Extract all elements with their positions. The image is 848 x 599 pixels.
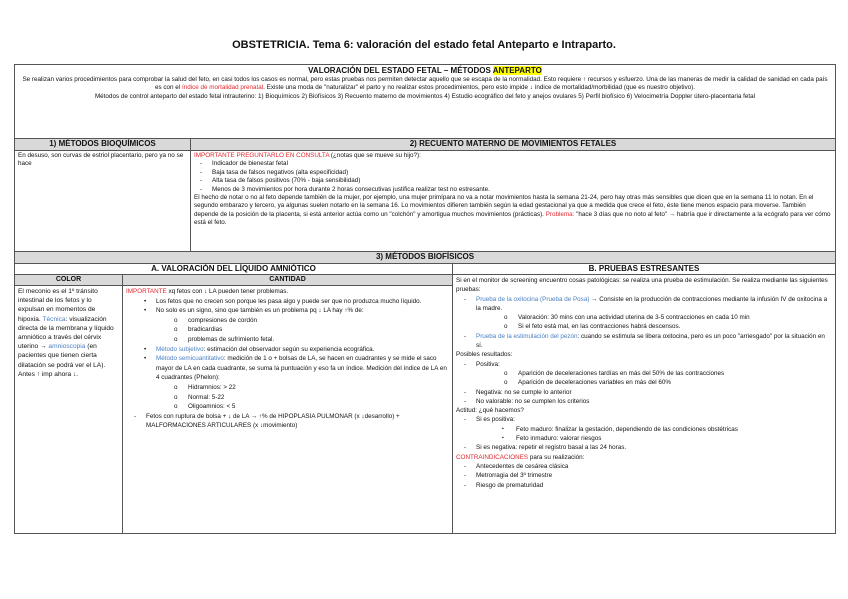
list-item: - Metrorragia del 3º trimestre <box>456 471 832 480</box>
list-item: o compresiones de cordón <box>126 316 449 326</box>
important-text: xq fetos con ↓ LA pueden tener problemas. <box>166 288 289 295</box>
list-item: - Indicador de bienestar fetal <box>194 160 832 168</box>
contra-label: CONTRAINDICACIONES <box>456 453 529 461</box>
section-3-subheader-row <box>15 264 835 275</box>
important-label: IMPORTANTE PREGUNTARLO EN CONSULTA <box>194 152 330 159</box>
color-body <box>15 286 123 533</box>
oxitocina-label: Prueba de la oxitocina (Prueba de Posa) <box>476 295 590 303</box>
header-title <box>19 66 831 76</box>
problem-label: Problema: <box>545 210 575 218</box>
important-label: IMPORTANTE <box>126 288 167 295</box>
semicuant-label: Método semicuantitativo <box>156 355 224 363</box>
list-item: o Oligoamnios: < 5 <box>126 402 449 412</box>
list-item: - No valorable: no se cumplen los criterios <box>456 397 832 406</box>
tecnica-text: : visualización directa de la membrana y líquido amniótico a través del cérvix uterino → <box>18 315 114 351</box>
oxitocina-text: → Consiste en la producción de contracciones mediante la infusión IV de oxitocina a la madre. <box>476 295 828 312</box>
section-2-paragraph <box>194 194 832 228</box>
cantidad-important <box>126 287 449 297</box>
tecnica-label: Técnica <box>42 315 66 323</box>
list-item: - Si es negativa: repetir el registro basal a las 24 horas. <box>456 443 832 452</box>
list-item: - Alta tasa de falsos positivos (70% - baja sensibilidad) <box>194 177 832 185</box>
contra-text: para su realización: <box>528 453 585 461</box>
actitud-label: Actitud: ¿qué hacemos? <box>456 407 524 415</box>
content-table <box>14 64 836 534</box>
list-item: - Baja tasa de falsos negativos (alta especificidad) <box>194 169 832 177</box>
document-title: OBSTETRICIA. Tema 6: valoración del estado fetal Anteparto e Intraparto. <box>232 39 616 51</box>
header-block <box>15 65 835 139</box>
section-1-title: 1) MÉTODOS BIOQUÍMICOS <box>15 139 191 150</box>
subjetivo-label: Método subjetivo <box>156 345 204 353</box>
meconium-text: El meconio es el 1º tránsito intestinal de los fetos y lo expulsan en momentos de hipoxia. <box>18 288 98 323</box>
problem-text: "hace 3 días que no noto al feto" → habría que ir directamente a la ecógrafo para ver cómo está el feto. <box>194 210 831 227</box>
list-item: o Aparición de deceleraciones tardías en más del 50% de las contracciones <box>456 369 832 378</box>
list-item: o Valoración: 30 mins con una actividad uterina de 3-5 contracciones en cada 10 min <box>456 313 832 322</box>
list-item <box>456 295 832 314</box>
subsection-a-title: A. VALORACIÓN DEL LÍQUIDO AMNIÓTICO <box>15 264 453 274</box>
list-item: o Si el feto está mal, en las contracciones habrá descensos. <box>456 322 832 331</box>
list-item: o Normal: 5-22 <box>126 393 449 403</box>
list-item: ▪ Feto maduro: finalizar la gestación, dependiendo de las condiciones obstétricas <box>456 425 832 434</box>
header-title-prefix: VALORACIÓN DEL ESTADO FETAL – MÉTODOS <box>308 66 493 75</box>
intro-mortality-index: índice de mortalidad prenatal <box>181 84 264 92</box>
list-item: - Menos de 3 movimientos por hora durante 2 horas consecutivas justifica realizar test no estresante. <box>194 186 832 194</box>
question-text: (¿notas que se mueve su hijo?): <box>329 152 421 159</box>
list-item: o Aparición de deceleraciones variables en más del 60% <box>456 378 832 387</box>
list-item: • No solo es un signo, sino que también es un problema pq ↓ LA hay ↑% de: <box>126 306 449 316</box>
pruebas-list <box>456 295 832 351</box>
section-1-2-body-row <box>15 151 835 252</box>
pruebas-body <box>453 275 835 533</box>
list-item <box>126 345 449 355</box>
header-title-highlight: ANTEPARTO <box>492 66 542 75</box>
amnioscopia-text: (en pacientes que tienen cierta dilatación se podrá ver el LA). Antes ↑ imp ahora ↓. <box>18 343 106 378</box>
contra-list <box>456 462 832 490</box>
subsection-b-title: B. PRUEBAS ESTRESANTES <box>588 264 700 273</box>
pezon-label: Prueba de la estimulación del pezón <box>476 332 578 340</box>
list-item: - Negativa: no se cumple lo anterior <box>456 388 832 397</box>
list-item <box>456 332 832 351</box>
list-item: • Los fetos que no crecen son porque les pasa algo y puede ser que no produzca mucho líquido. <box>126 297 449 307</box>
amnioscopia-label: amnioscopia <box>48 343 86 351</box>
list-item: - Antecedentes de cesárea clásica <box>456 462 832 471</box>
intro-text-a: Se realizan varios procedimientos para comprobar la salud del feto, en casi todos los casos es normal, pero estas pruebas nos permiten detectar aquello que se escapa de la normalidad. Esto requiere ↑ recursos y esfuerzo. Una de las maneras de medir la calidad de sanidad en cada país es con el <box>22 76 828 92</box>
intro-text-b: . Existe una moda de "naturalizar" el parto y no realizar estos procedimientos, pero esto impide ↓ índice de mortalidad/morbilidad (que es nuestro objetivo). <box>263 84 695 92</box>
section-3-title: 3) MÉTODOS BIOFÍSICOS <box>15 252 835 264</box>
semicuant-text: : medición de 1 o + bolsas de LA, se hacen en cuadrantes y se mide el saco mayor de LA en cada cuadrante, se suma la puntuación y eso fa un índice. Medición del índice de LA en 4 cuadrantes (Phelon): <box>156 355 447 382</box>
list-item: o Hidramnios: > 22 <box>126 383 449 393</box>
contraindicaciones <box>456 453 832 462</box>
col-cantidad-header: CANTIDAD <box>123 275 453 286</box>
col-color-header: COLOR <box>15 275 123 286</box>
section-1-2-header-row <box>15 139 835 151</box>
list-item: o problemas de sufrimiento fetal. <box>126 335 449 345</box>
subjetivo-text: : estimación del observador según su experiencia ecográfica. <box>203 345 375 353</box>
pezon-text: : cuando se estimula se libera oxitocina, pero es un poco "arriesgado" por la situación en sí. <box>476 332 825 350</box>
section-2-title: 2) RECUENTO MATERNO DE MOVIMIENTOS FETALES <box>409 139 617 148</box>
actitud-list <box>456 415 832 452</box>
section-2-important <box>194 152 832 160</box>
paragraph-text: El hecho de notar o no al feto depende también de la mujer, por ejemplo, una mujer primípara no va a notar movimientos hasta la semana 21-24, pero hay otras más sensibles que dicen que en la semana 11 lo notan. En el segundo embarazo y tercero, ya algunas suelen notarlo en la semana 16. Lo movimientos difieren también según la edad gestacional ya que a medida que crece el feto, éste tiene menos espacio para moverse. También depende de la posición de la placenta, si está anterior actúa como un "colchón" y amortigua muchos movimientos (prácticas). <box>194 194 814 218</box>
header-intro <box>19 76 831 93</box>
section-1-body: En desuso, son curvas de estriol placentario, pero ya no se hace <box>15 151 191 251</box>
cantidad-list <box>126 297 449 431</box>
pruebas-intro: Si en el monitor de screening encuentro cosas patológicas: se realiza una prueba de estimulación. Se realiza mediante las siguientes pruebas: <box>456 277 828 294</box>
list-item: - Positiva: <box>456 360 832 369</box>
header-methods: Métodos de control anteparto del estado fetal intrauterino: 1) Bioquímicos 2) Biofísicos 3) Recuento materno de movimientos 4) Estudio ecográfico del feto y anejos ovulares 5) Perfil biofísico 6) Velocimetría Doppler útero-placentaria fetal <box>94 92 756 100</box>
cantidad-body <box>123 286 453 533</box>
list-item: - Riesgo de prematuridad <box>456 481 832 490</box>
list-item: ▪ Feto inmaduro: valorar riesgos <box>456 434 832 443</box>
section-2-body <box>191 151 835 251</box>
posibles-label: Posibles resultados: <box>456 351 513 359</box>
list-item: - Si es positiva: <box>456 415 832 424</box>
list-item: o bradicardias <box>126 325 449 335</box>
resultados-list <box>456 360 832 406</box>
list-item: - Fetos con ruptura de bolsa + ↓ de LA → ↑% de HIPOPLASIA PULMONAR (x ↓desarrollo) + MALFORMACIONES ARTICULARES (x ↓movimiento) <box>126 412 449 431</box>
list-item <box>126 354 449 383</box>
section-2-list <box>194 160 832 194</box>
